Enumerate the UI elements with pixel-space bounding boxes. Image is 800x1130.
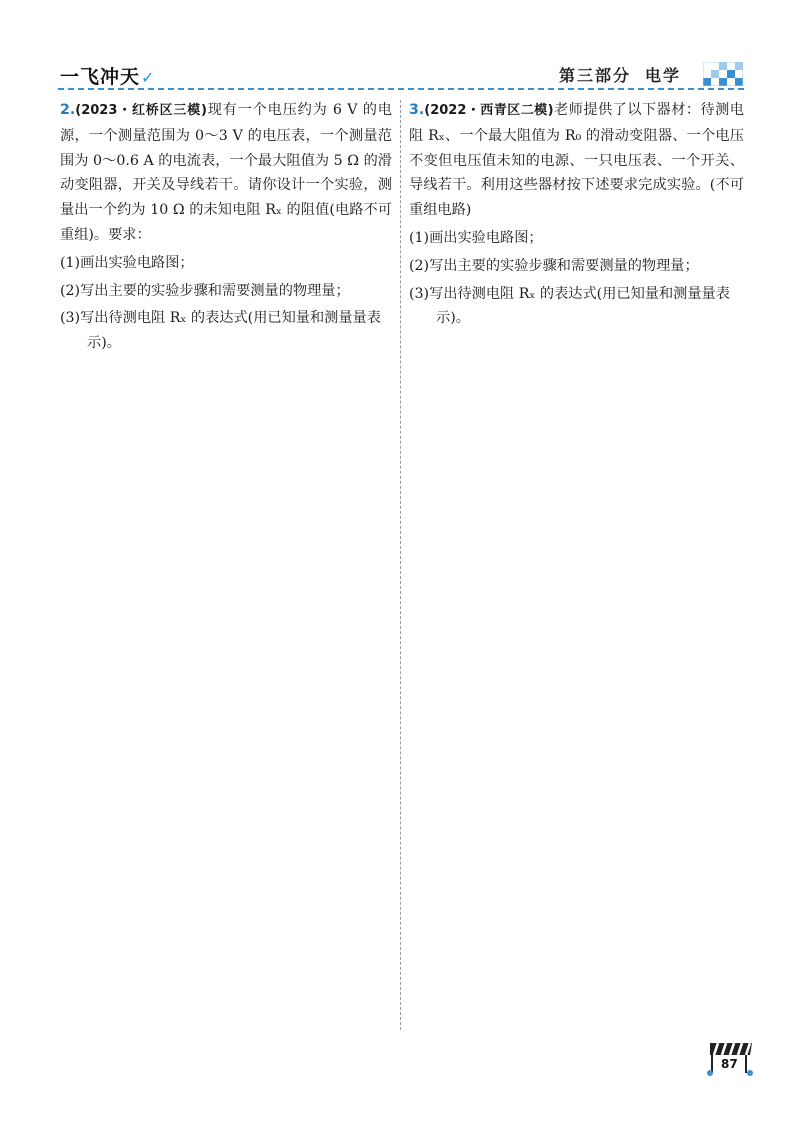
sub-question: (3)写出待测电阻 Rₓ 的表达式(用已知量和测量量表示)。 <box>60 310 381 352</box>
question-3 <box>409 98 744 331</box>
question-number: 2. <box>60 102 76 118</box>
checker-pattern-icon <box>703 62 743 86</box>
column-divider <box>400 100 401 1030</box>
sub-question: (3)写出待测电阻 Rₓ 的表达式(用已知量和测量量表示)。 <box>409 285 730 327</box>
question-number: 3. <box>409 102 425 118</box>
question-2 <box>60 98 392 356</box>
header-rule <box>58 88 744 90</box>
question-body: 老师提供了以下器材：待测电阻 Rₓ、一个最大阻值为 R₀ 的滑动变阻器、一个电压不变但电压值未知的电源、一只电压表、一个开关、导线若干。利用这些器材按下述要求完成实验。(不可重组电路) <box>409 102 744 219</box>
page-header <box>0 0 800 100</box>
question-source: (2022・西青区二模) <box>424 103 554 118</box>
question-2-stem <box>60 98 392 248</box>
checkmark-icon: ✓ <box>141 68 156 87</box>
section-title <box>559 63 681 86</box>
question-body: 现有一个电压约为 6 V 的电源，一个测量范围为 0～3 V 的电压表，一个测量范围为 0～0.6 A 的电流表，一个最大阻值为 5 Ω 的滑动变阻器，开关及导线若干。请你设计一个实验，测量出一个约为 10 Ω 的未知电阻 Rₓ 的阻值(电路不可重组)。要求： <box>60 102 392 243</box>
subject-label: 电学 <box>645 66 682 85</box>
question-3-stem <box>409 98 744 223</box>
page-number: 87 <box>721 1057 738 1071</box>
sub-question: (1)画出实验电路图； <box>60 254 194 271</box>
logo-text: 一飞冲天 <box>60 66 141 88</box>
sub-question: (2)写出主要的实验步骤和需要测量的物理量； <box>409 257 699 274</box>
question-source: (2023・红桥区三模) <box>75 103 207 118</box>
sub-question: (1)画出实验电路图； <box>409 229 543 246</box>
series-logo <box>60 62 155 89</box>
sub-question: (2)写出主要的实验步骤和需要测量的物理量； <box>60 282 350 299</box>
part-label: 第三部分 <box>559 66 632 85</box>
